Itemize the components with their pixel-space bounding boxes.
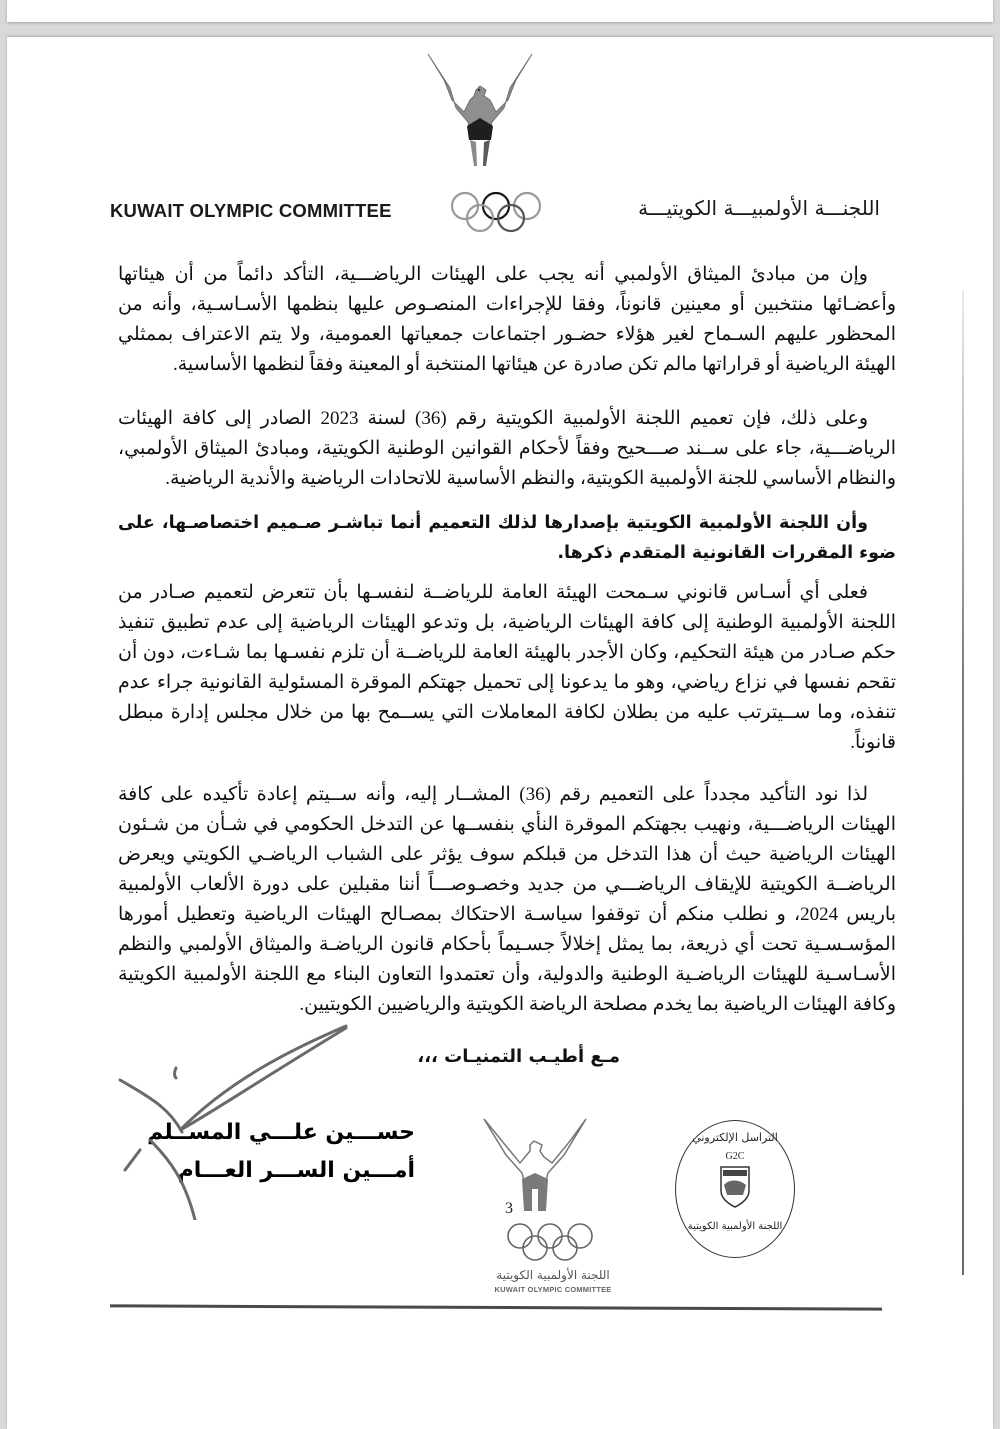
body-paragraph-2 — [118, 404, 896, 494]
stamp-code: G2C — [725, 1151, 745, 1162]
header-title-english: KUWAIT OLYMPIC COMMITTEE — [110, 200, 392, 221]
paragraph-text: لذا نود التأكيد مجدداً على التعميم رقم (36) المشــار إليه، وأنه ســيتم إعادة تأكيده على كافة الهيئات الرياضـــية، ونهيب بجهتكم الموقرة النأي بنفســها عن التدخل الحكومي في شـأن من شـئون الهيئات الرياضية حيث أن هذا التدخل من قبلكم سوف يؤثر على الشباب الرياضـي الكويتي ويعرض الرياضــة الكويتية للإيقاف الرياضـــي من جديد وخصـوصـــاً أننا مقبلين على دورة الألعاب الأولمبية باريس 2024، و نطلب منكم أن توقفوا سياسـة الاحتكاك بمصـالح الهيئات الرياضية وتعطيل أمورها المؤسـسـية تحت أي ذريعة، بما يمثل إخلالاً جسـيماً بأحكام قانون الرياضـة والميثاق الأولمبي والنظم الأسـاسـية للهيئات الرياضـية الوطنية والدولية، وأن تعتمدوا التعاون البناء مع اللجنة الأولمبية الكويتية وكافة الهيئات الرياضية بما يخدم مصلحة الرياضة الكويتية والرياضيين الكويتيين. — [118, 784, 897, 1015]
olympic-rings-footer-icon — [505, 1222, 595, 1264]
closing-salutation: مـع أطيـب التمنيـات ،،، — [417, 1046, 620, 1067]
signatory-title: أمـــين الســـر العـــام — [177, 1158, 415, 1183]
stamp-top-text: التراسل الإلكتروني — [692, 1131, 778, 1144]
body-paragraph-1 — [118, 260, 896, 380]
signatory-name: حســـين علـــي المســلم — [147, 1120, 415, 1145]
paragraph-text: فعلى أي أسـاس قانوني سـمحت الهيئة العامة للرياضــة لنفسـها بأن تتعرض لتعميم صـادر من اللجنة الأولمبية الوطنية إلى كافة الهيئات الرياضية، بل وتدعو الهيئات الرياضية إلى عدم تطبيق تنفيذ حكم صـادر من هيئة التحكيم، وكان الأجدر بالهيئة العامة للرياضــة أن تلزم نفسـها بما شـاءت، دون أن تقحم نفسها في نزاع رياضي، وهو ما يدعونا إلى تحميل جهتكم الموقرة المسئولية القانونية جراء عدم تنفذه، وما ســيترتب عليه من بطلان لكافة المعاملات التي يســمح بها من خلال مجلس إدارة مبطل قانوناً. — [118, 582, 896, 753]
body-paragraph-4 — [118, 578, 896, 758]
paragraph-text: وعلى ذلك، فإن تعميم اللجنة الأولمبية الكويتية رقم (36) لسنة 2023 الصادر إلى كافة الهيئات الرياضـــية، جاء على ســند صـــحيح وفقاً لأحكام القوانين الوطنية الكويتية، ومبادئ الميثاق الأولمبي، والنظام الأساسي للجنة الأولمبية الكويتية، والنظم الأساسية للاتحادات الرياضية والأندية الرياضية. — [118, 408, 896, 489]
page-number: 3 — [505, 1200, 513, 1217]
previous-page-edge — [7, 0, 993, 22]
footer-logo-english: KUWAIT OLYMPIC COMMITTEE — [494, 1285, 612, 1294]
kuwait-crest-icon — [719, 1165, 751, 1209]
falcon-emblem-icon — [420, 50, 540, 170]
falcon-emblem-outline-icon — [480, 1115, 590, 1215]
olympic-rings-icon — [448, 190, 544, 234]
stamp-bottom-text: اللجنة الأولمبية الكويتية — [687, 1221, 783, 1232]
body-paragraph-3-bold — [118, 508, 896, 568]
body-paragraph-5 — [118, 780, 896, 1020]
footer-logo-arabic: اللجنة الأولمبية الكويتية — [496, 1268, 610, 1282]
paragraph-text: وإن من مبادئ الميثاق الأولمبي أنه يجب على الهيئات الرياضـــية، التأكد دائماً من أن هيئاتها وأعضـائها منتخبين أو معينين قانوناً، وفقا للإجراءات المنصـوص عليها بنظمها الأسـاسـية، وأنه من المحظور عليهم السـماح لغير هؤلاء حضـور اجتماعات جمعياتها العمومية، ولا يتم الاعتراف بممثلي الهيئة الرياضية أو قراراتها مالم تكن صادرة عن هيئاتها المنتخبة أو المعينة وفقاً لنظمها الأساسية. — [118, 264, 896, 375]
paragraph-text: وأن اللجنة الأولمبية الكويتية بإصدارها لذلك التعميم أنما تباشـر صـميم اختصاصـها، على ضوء المقررات القانونية المتقدم ذكرها. — [118, 513, 896, 563]
electronic-correspondence-stamp — [675, 1120, 795, 1258]
margin-line — [962, 290, 964, 1275]
header-title-arabic: اللجنـــة الأولمبيـــة الكويتيـــة — [638, 196, 880, 220]
